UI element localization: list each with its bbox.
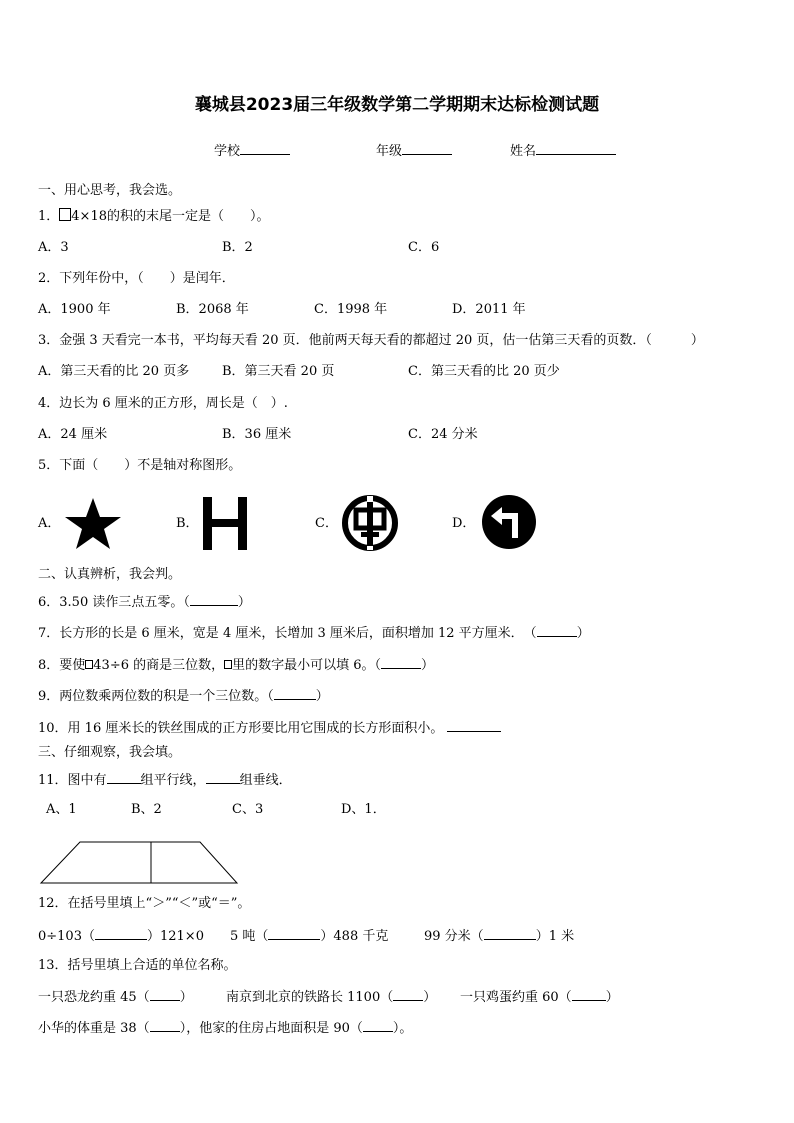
unit-item-railway: 南京到北京的铁路长 1100（ ）	[226, 990, 437, 1005]
q1-option-b[interactable]: B．2	[222, 240, 253, 255]
question-1: 1． 4×18的积的末尾一定是（ ）。	[38, 209, 270, 224]
question-8: 8．要使 43÷6 的商是三位数， 里的数字最小可以填 6。（ ）	[38, 658, 435, 673]
answer-blank[interactable]	[274, 687, 316, 700]
answer-blank[interactable]	[150, 1019, 180, 1032]
q3-option-b[interactable]: B．第三天看 20 页	[222, 364, 335, 379]
answer-blank[interactable]	[447, 719, 501, 732]
question-11: 11．图中有 组平行线， 组垂线．	[38, 773, 292, 788]
q1-option-a[interactable]: A．3	[38, 240, 69, 255]
q2-option-c[interactable]: C．1998 年	[314, 302, 388, 317]
grade-label: 年级	[376, 144, 403, 159]
q4-option-a[interactable]: A．24 厘米	[38, 427, 108, 442]
section-2-heading: 二、认真辨析，我会判。	[38, 567, 182, 582]
question-4: 4．边长为 6 厘米的正方形，周长是（ ）.	[38, 396, 288, 411]
question-12: 12．在括号里填上“＞”“＜”或“＝”。	[38, 896, 251, 911]
q3-option-a[interactable]: A．第三天看的比 20 页多	[38, 364, 190, 379]
section-3-heading: 三、仔细观察，我会填。	[38, 745, 182, 760]
q4-option-b[interactable]: B．36 厘米	[222, 427, 292, 442]
star-icon	[62, 496, 124, 552]
q2-option-d[interactable]: D．2011 年	[452, 302, 526, 317]
trapezoid-figure	[38, 838, 240, 886]
answer-blank[interactable]	[363, 1019, 393, 1032]
answer-blank[interactable]	[107, 771, 141, 784]
letter-h-icon	[203, 497, 247, 550]
answer-blank[interactable]	[393, 988, 423, 1001]
question-5: 5．下面（ ）不是轴对称图形。	[38, 458, 242, 473]
q5-option-c[interactable]: C．	[315, 516, 338, 531]
q3-option-c[interactable]: C．第三天看的比 20 页少	[408, 364, 560, 379]
q2-option-b[interactable]: B．2068 年	[176, 302, 249, 317]
answer-blank[interactable]	[537, 624, 577, 637]
answer-blank[interactable]	[150, 988, 180, 1001]
question-10: 10．用 16 厘米长的铁丝围成的正方形要比用它围成的长方形面积小。	[38, 719, 501, 737]
compare-item-2: 5 吨（ ）488 千克	[230, 929, 389, 944]
blank-box[interactable]	[59, 208, 71, 221]
answer-blank[interactable]	[190, 593, 238, 606]
q4-option-c[interactable]: C．24 分米	[408, 427, 478, 442]
answer-blank[interactable]	[381, 656, 421, 669]
unit-item-egg: 一只鸡蛋约重 60（ ）	[460, 990, 619, 1005]
q2-option-a[interactable]: A．1900 年	[38, 302, 111, 317]
school-field[interactable]	[214, 142, 290, 160]
page-title: 襄城县2023届三年级数学第二学期期末达标检测试题	[194, 95, 600, 115]
turn-left-sign-icon	[481, 494, 537, 550]
answer-blank[interactable]	[572, 988, 606, 1001]
answer-blank[interactable]	[484, 927, 536, 940]
q1-option-c[interactable]: C．6	[408, 240, 440, 255]
unit-item-dinosaur: 一只恐龙约重 45（ ）	[38, 990, 193, 1005]
name-field[interactable]	[510, 142, 616, 160]
question-13: 13．括号里填上合适的单位名称。	[38, 958, 237, 973]
q11-option-d[interactable]: D、1．	[341, 802, 386, 817]
q5-option-d[interactable]: D．	[452, 516, 476, 531]
bank-logo-icon	[341, 494, 399, 552]
question-7: 7．长方形的长是 6 厘米，宽是 4 厘米，长增加 3 厘米后，面积增加 12 平方厘米． （ ）	[38, 626, 590, 641]
answer-blank[interactable]	[268, 927, 320, 940]
section-1-heading: 一、用心思考，我会选。	[38, 183, 182, 198]
grade-field[interactable]	[376, 142, 452, 160]
compare-item-3: 99 分米（ ）1 米	[424, 929, 575, 944]
answer-blank[interactable]	[206, 771, 240, 784]
question-3: 3．金强 3 天看完一本书，平均每天看 20 页．他前两天每天看的都超过 20 页，估一估第三天看的页数．（ ）	[38, 333, 704, 348]
q5-option-b[interactable]: B．	[176, 516, 199, 531]
question-2: 2．下列年份中，（ ）是闰年．	[38, 271, 235, 286]
question-9: 9．两位数乘两位数的积是一个三位数。（ ）	[38, 689, 329, 704]
school-label: 学校	[214, 144, 241, 159]
q11-option-a[interactable]: A、1	[46, 802, 77, 817]
compare-item-1: 0÷103（ ）121×0	[38, 929, 204, 944]
q11-option-b[interactable]: B、2	[131, 802, 162, 817]
digit-box	[224, 660, 232, 669]
question-6: 6．3.50 读作三点五零。（ ）	[38, 595, 251, 610]
unit-item-weight-area: 小华的体重是 38（ ），他家的住房占地面积是 90（ ）。	[38, 1021, 413, 1036]
q5-option-a[interactable]: A．	[38, 516, 61, 531]
name-label: 姓名	[510, 144, 537, 159]
answer-blank[interactable]	[95, 927, 147, 940]
q11-option-c[interactable]: C、3	[232, 802, 264, 817]
